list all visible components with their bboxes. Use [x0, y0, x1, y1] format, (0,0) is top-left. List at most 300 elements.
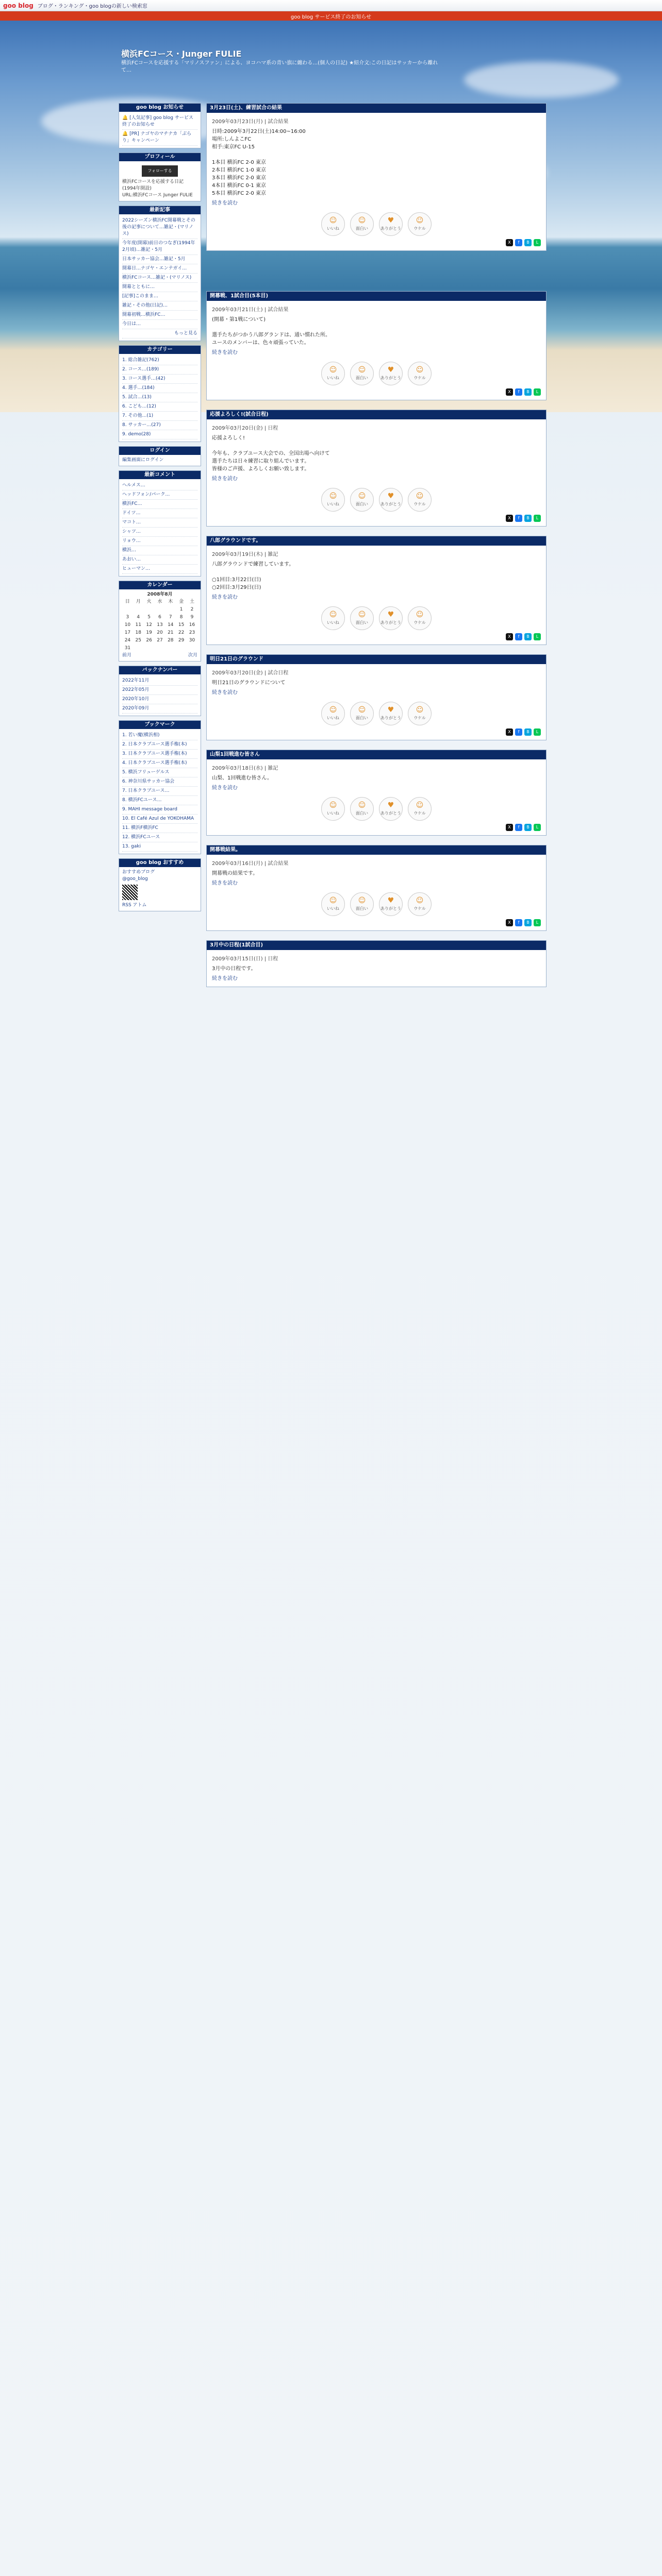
weekday-label: 木	[168, 599, 173, 604]
weekday-label: 水	[157, 599, 162, 604]
reaction-thanks-button[interactable]	[379, 892, 403, 916]
reaction-like-button[interactable]	[321, 702, 345, 725]
entry-title[interactable]: 3月中の日程(1試合目)	[207, 941, 546, 950]
line-icon[interactable]: L	[534, 919, 541, 926]
x-icon[interactable]: X	[506, 388, 513, 396]
recent-item[interactable]: [記事]このまま…	[122, 294, 159, 299]
hatena-icon[interactable]: B	[524, 728, 532, 736]
category-box	[119, 345, 201, 442]
entry-text: 日時:2009年3月22日(土)14:00~16:00 場所:しんよこFC 相手:東京FC U-15 1本目 横浜FC 2-0 東京 2本目 横浜FC 1-0 東京 3本目 横浜FC 2-0 東京 4本目 横浜FC 0-1 東京 5本目 横浜FC 2-0 東京	[212, 129, 306, 196]
bookmark-item[interactable]: 6. 神奈川県サッカー協会	[122, 779, 175, 784]
calendar-day[interactable]: 9	[190, 615, 194, 620]
bookmark-item[interactable]: 2. 日本クラブユース選手権(本)	[122, 742, 187, 747]
read-more-link[interactable]: 続きを読む	[212, 785, 238, 791]
follow-box	[119, 858, 201, 911]
bookmark-item[interactable]: 9. MAHI message board	[122, 807, 177, 812]
entry-date: 2009年03月20日(金) | 試合日程	[212, 670, 289, 676]
grin-icon: ☺	[416, 216, 424, 225]
entry-body	[207, 950, 546, 987]
x-icon[interactable]: X	[506, 919, 513, 926]
reaction-funny-button[interactable]	[350, 362, 374, 385]
calendar-day[interactable]: 12	[146, 622, 152, 628]
calendar-day	[176, 645, 187, 652]
x-icon[interactable]: X	[506, 728, 513, 736]
hatena-icon[interactable]: B	[524, 239, 532, 246]
backnumber-box	[119, 666, 201, 716]
reaction-label: いいね	[327, 906, 339, 911]
laugh-icon: ☺	[358, 365, 366, 374]
calendar-day	[155, 645, 166, 652]
calendar-day[interactable]: 3	[126, 615, 129, 620]
x-icon[interactable]: X	[506, 633, 513, 640]
reaction-like-button[interactable]	[321, 797, 345, 821]
backnumber-item[interactable]: 2020年09月	[122, 706, 150, 711]
bookmark-item[interactable]: 1. 若い魔(横浜相)	[122, 733, 160, 738]
smile-icon: ☺	[329, 492, 337, 500]
entry-body	[207, 301, 546, 400]
smile-icon: ☺	[329, 896, 337, 905]
twitter-handle-link[interactable]: @goo_blog	[122, 876, 148, 882]
category-header: カテゴリー	[119, 346, 201, 354]
comment-item[interactable]: ヒューマン…	[122, 566, 151, 571]
comments-list	[119, 479, 201, 576]
category-item[interactable]: 5. 試合…(13)	[122, 395, 152, 400]
reaction-label: いいね	[327, 620, 339, 625]
calendar-day[interactable]: 13	[157, 622, 163, 628]
read-more-link[interactable]: 続きを読む	[212, 476, 238, 482]
smile-icon: ☺	[329, 216, 337, 225]
reaction-label: ありがとう	[380, 620, 401, 625]
calendar-day	[165, 606, 176, 614]
follow-button[interactable]: フォローする	[142, 165, 178, 177]
calendar-day[interactable]: 4	[137, 615, 140, 620]
top-links[interactable]: ブログ・ランキング・goo blogの新しい検索窓	[37, 4, 147, 9]
calendar-day[interactable]: 28	[168, 638, 174, 643]
read-more-link[interactable]: 続きを読む	[212, 200, 238, 206]
reaction-lol-button[interactable]	[408, 488, 432, 512]
follow-body	[119, 867, 201, 911]
calendar-day[interactable]: 14	[168, 622, 174, 628]
recommend-link[interactable]: おすすめブログ	[122, 870, 155, 875]
recent-list	[119, 214, 201, 341]
reaction-label: 面白い	[356, 810, 368, 816]
line-icon[interactable]: L	[534, 728, 541, 736]
comment-item[interactable]: マコト…	[122, 520, 141, 525]
entry-title[interactable]: 開幕戦、1試合目(5本目)	[207, 292, 546, 301]
entry-text: 3月中の日程です。	[212, 966, 256, 972]
reaction-lol-button[interactable]	[408, 797, 432, 821]
category-item[interactable]: 4. 選手…(184)	[122, 385, 155, 391]
login-body	[119, 455, 201, 466]
comment-item[interactable]: リョウ…	[122, 538, 141, 544]
recent-item[interactable]: 横浜FCコース…雑記・(マリノス)	[122, 275, 192, 280]
entry-body	[207, 664, 546, 740]
weekday-label: 火	[146, 599, 152, 604]
x-icon[interactable]: X	[506, 824, 513, 831]
weekday-label: 日	[125, 599, 130, 604]
heart-icon: ♥	[387, 365, 394, 374]
comment-item[interactable]: 横浜…	[122, 548, 137, 553]
calendar-day[interactable]: 26	[146, 638, 152, 643]
facebook-icon[interactable]: f	[515, 239, 522, 246]
heart-icon: ♥	[387, 610, 394, 619]
read-more-link[interactable]: 続きを読む	[212, 690, 238, 696]
grin-icon: ☺	[416, 705, 424, 714]
recent-item[interactable]: 日本サッカー協会…雑記・5月	[122, 257, 186, 262]
reaction-label: ありがとう	[380, 906, 401, 911]
reaction-lol-button[interactable]	[408, 702, 432, 725]
calendar-day	[133, 606, 144, 614]
service-notice-bar	[0, 11, 662, 21]
reaction-label: ウケル	[413, 810, 426, 816]
category-item[interactable]: 8. サッカー…(27)	[122, 422, 161, 428]
reaction-label: ありがとう	[380, 226, 401, 231]
entry-title[interactable]: 八郎グラウンドです。	[207, 536, 546, 546]
calendar-day[interactable]: 5	[147, 615, 151, 620]
category-item[interactable]: 1. 総合雑記(762)	[122, 358, 159, 363]
entry-body	[207, 113, 546, 250]
calendar-day	[122, 606, 133, 614]
reaction-label: ウケル	[413, 226, 426, 231]
reaction-bar	[212, 892, 541, 916]
entry-text: 開幕戦の結果です。	[212, 871, 258, 876]
calendar-day[interactable]: 15	[178, 622, 185, 628]
reaction-label: ウケル	[413, 375, 426, 380]
entry-date: 2009年03月19日(木) | 雑記	[212, 552, 278, 557]
reaction-lol-button[interactable]	[408, 362, 432, 385]
hatena-icon[interactable]: B	[524, 824, 532, 831]
comments-header: 最新コメント	[119, 471, 201, 479]
share-buttons	[212, 515, 541, 522]
backnumber-header: バックナンバー	[119, 666, 201, 674]
category-item[interactable]: 3. コース選手…(42)	[122, 376, 166, 381]
recent-item[interactable]: 開幕初戦…横浜FC…	[122, 312, 166, 317]
smile-icon: ☺	[329, 801, 337, 809]
reaction-label: 面白い	[356, 226, 368, 231]
blog-description: 横浜FCコースを応援する「マリノスファン」による、ヨコハマ系の青い旗に纏わる…(個人の日記) ★紹介文:この日記はサッカーから離れて…	[121, 60, 438, 73]
facebook-icon[interactable]: f	[515, 633, 522, 640]
calendar-day[interactable]: 23	[189, 630, 195, 635]
comment-item[interactable]: ヘッドフォン/パーク…	[122, 492, 170, 497]
x-icon[interactable]: X	[506, 239, 513, 246]
reaction-label: 面白い	[356, 375, 368, 380]
entry	[206, 845, 547, 931]
reaction-bar	[212, 606, 541, 630]
calendar-month: 2008年8月	[147, 592, 173, 597]
entry-body	[207, 855, 546, 930]
entry-date: 2009年03月21日(土) | 試合結果	[212, 307, 289, 313]
facebook-icon[interactable]: f	[515, 728, 522, 736]
laugh-icon: ☺	[358, 896, 366, 905]
entry	[206, 940, 547, 987]
reaction-label: いいね	[327, 715, 339, 720]
reaction-funny-button[interactable]	[350, 892, 374, 916]
recent-more-link[interactable]: もっと見る	[174, 331, 197, 336]
read-more-link[interactable]: 続きを読む	[212, 880, 238, 886]
laugh-icon: ☺	[358, 492, 366, 500]
calendar-day[interactable]: 20	[157, 630, 163, 635]
reaction-label: ウケル	[413, 715, 426, 720]
calendar-day[interactable]: 8	[179, 615, 183, 620]
reaction-lol-button[interactable]	[408, 606, 432, 630]
laugh-icon: ☺	[358, 705, 366, 714]
main-column	[206, 103, 547, 996]
read-more-link[interactable]: 続きを読む	[212, 350, 238, 355]
sidebar	[119, 103, 201, 916]
service-notice-link[interactable]: goo blog サービス終了のお知らせ	[290, 14, 372, 20]
reaction-label: いいね	[327, 226, 339, 231]
grin-icon: ☺	[416, 492, 424, 500]
goo-logo[interactable]: goo blog	[3, 2, 34, 9]
entry	[206, 291, 547, 400]
entry-text: 応援よろしく! 今年も、クラブユース大会での、全国出場へ向けて 選手たちは日々練習に取り組んでいます。 皆様のご声援、よろしくお願い致します。	[212, 435, 330, 472]
read-more-link[interactable]: 続きを読む	[212, 595, 238, 600]
ad-space	[206, 260, 547, 291]
follow-header: goo blog おすすめ	[119, 859, 201, 867]
entry-date: 2009年03月16日(月) | 試合結果	[212, 861, 289, 867]
calendar-day[interactable]: 18	[135, 630, 141, 635]
entry-title[interactable]: 山梨1回戦進む皆さん	[207, 750, 546, 759]
laugh-icon: ☺	[358, 610, 366, 619]
line-icon[interactable]: L	[534, 824, 541, 831]
read-more-link[interactable]: 続きを読む	[212, 976, 238, 981]
calendar-day	[144, 606, 155, 614]
share-buttons	[212, 239, 541, 246]
category-item[interactable]: 2. コース…(189)	[122, 367, 159, 372]
comment-item[interactable]: ドイツ…	[122, 511, 141, 516]
hatena-icon[interactable]: B	[524, 515, 532, 522]
recent-item[interactable]: 開幕とともに…	[122, 284, 155, 290]
reaction-label: ありがとう	[380, 715, 401, 720]
recent-item[interactable]: 開幕日…ナゴヤ・エンテガイ…	[122, 266, 187, 271]
reaction-funny-button[interactable]	[350, 702, 374, 725]
recent-item[interactable]: 2022シーズン横浜FC開幕戦とその後の記事について…雑記・(マリノス)	[122, 218, 195, 236]
grin-icon: ☺	[416, 801, 424, 809]
laugh-icon: ☺	[358, 216, 366, 225]
line-icon[interactable]: L	[534, 388, 541, 396]
category-item[interactable]: 9. demo(28)	[122, 432, 151, 437]
grin-icon: ☺	[416, 896, 424, 905]
comments-box	[119, 470, 201, 577]
calendar-day[interactable]: 7	[169, 615, 172, 620]
bookmark-item[interactable]: 8. 横浜FCユース…	[122, 798, 162, 803]
profile-header: プロフィール	[119, 153, 201, 161]
entry	[206, 750, 547, 836]
reaction-thanks-button[interactable]	[379, 488, 403, 512]
entry-text: 山梨、1回戦進む皆さん。	[212, 775, 272, 781]
heart-icon: ♥	[387, 705, 394, 714]
calendar-day	[155, 606, 166, 614]
rss-feed-link[interactable]: RSS アトム	[122, 903, 147, 908]
comment-item[interactable]: ヘルメス…	[122, 483, 145, 488]
reaction-label: ありがとう	[380, 375, 401, 380]
entry	[206, 410, 547, 527]
category-list	[119, 354, 201, 442]
bookmark-item[interactable]: 3. 日本クラブユース選手権(本)	[122, 751, 187, 756]
bookmark-item[interactable]: 11. 横浜F横浜FC	[122, 825, 158, 831]
comment-item[interactable]: シャツ…	[122, 529, 141, 534]
reaction-funny-button[interactable]	[350, 488, 374, 512]
share-buttons	[212, 824, 541, 831]
entry-title[interactable]: 開幕戦結果。	[207, 845, 546, 855]
entry-text: 明日21日のグラウンドについて	[212, 680, 286, 686]
bookmark-item[interactable]: 4. 日本クラブユース選手権(本)	[122, 760, 187, 766]
recent-item[interactable]: 今年度(開幕)前日のつなぎ(1994年2月頃)…雑記・5月	[122, 241, 195, 252]
reaction-thanks-button[interactable]	[379, 212, 403, 236]
recent-box	[119, 206, 201, 341]
calendar-day[interactable]: 11	[135, 622, 141, 628]
bookmark-list	[119, 729, 201, 854]
facebook-icon[interactable]: f	[515, 919, 522, 926]
calendar-body	[119, 589, 201, 661]
calendar-day[interactable]: 25	[135, 638, 141, 643]
share-buttons	[212, 919, 541, 926]
entry-title[interactable]: 明日21日のグラウンド	[207, 655, 546, 664]
entry-title[interactable]: 応援よろしく!(試合日程)	[207, 410, 546, 419]
backnumber-item[interactable]: 2022年05月	[122, 687, 150, 692]
info-header: goo blog お知らせ	[119, 104, 201, 112]
reaction-bar	[212, 797, 541, 821]
line-icon[interactable]: L	[534, 515, 541, 522]
comment-item[interactable]: 横浜FC…	[122, 501, 142, 506]
reaction-like-button[interactable]	[321, 488, 345, 512]
calendar-day[interactable]: 16	[189, 622, 195, 628]
share-buttons	[212, 728, 541, 736]
line-icon[interactable]: L	[534, 633, 541, 640]
reaction-lol-button[interactable]	[408, 892, 432, 916]
info-list	[119, 112, 201, 148]
facebook-icon[interactable]: f	[515, 388, 522, 396]
calendar-day[interactable]: 17	[124, 630, 131, 635]
reaction-bar	[212, 362, 541, 385]
calendar-day[interactable]: 1	[179, 607, 183, 612]
reaction-label: 面白い	[356, 715, 368, 720]
calendar-box	[119, 581, 201, 662]
calendar-day	[187, 645, 197, 652]
profile-box	[119, 152, 201, 201]
reaction-lol-button[interactable]	[408, 212, 432, 236]
hatena-icon[interactable]: B	[524, 633, 532, 640]
calendar-day[interactable]: 24	[124, 638, 131, 643]
grin-icon: ☺	[416, 365, 424, 374]
backnumber-item[interactable]: 2020年10月	[122, 697, 150, 702]
reaction-thanks-button[interactable]	[379, 797, 403, 821]
calendar-prev-link[interactable]: 前月	[122, 653, 132, 658]
facebook-icon[interactable]: f	[515, 515, 522, 522]
reaction-thanks-button[interactable]	[379, 606, 403, 630]
info-item[interactable]: 🔔 [PR] ナゴヤのマチナカ「ぶらり」キャンペーン	[122, 131, 192, 143]
reaction-thanks-button[interactable]	[379, 702, 403, 725]
calendar-day[interactable]: 19	[146, 630, 152, 635]
bookmark-item[interactable]: 10. El Café Azul de YOKOHAMA	[122, 816, 194, 821]
hatena-icon[interactable]: B	[524, 388, 532, 396]
calendar-day[interactable]: 10	[124, 622, 131, 628]
recent-item[interactable]: 今日は…	[122, 321, 141, 327]
hatena-icon[interactable]: B	[524, 919, 532, 926]
reaction-like-button[interactable]	[321, 212, 345, 236]
reaction-bar	[212, 488, 541, 512]
heart-icon: ♥	[387, 216, 394, 225]
calendar-day[interactable]: 30	[189, 638, 195, 643]
grin-icon: ☺	[416, 610, 424, 619]
calendar-day[interactable]: 27	[157, 638, 163, 643]
reaction-funny-button[interactable]	[350, 212, 374, 236]
weekday-label: 月	[136, 599, 141, 604]
reaction-label: いいね	[327, 810, 339, 816]
reaction-label: 面白い	[356, 501, 368, 506]
reaction-funny-button[interactable]	[350, 797, 374, 821]
entry-date: 2009年03月20日(金) | 日程	[212, 426, 278, 431]
reaction-label: 面白い	[356, 620, 368, 625]
bookmark-item[interactable]: 12. 横浜FCユース	[122, 835, 160, 840]
profile-text: 横浜FCコースを応援する日記 (1994年開設) URL:横浜FCコース Junger FULIE	[122, 179, 193, 198]
backnumber-list	[119, 674, 201, 716]
share-buttons	[212, 633, 541, 640]
line-icon[interactable]: L	[534, 239, 541, 246]
heart-icon: ♥	[387, 896, 394, 905]
reaction-like-button[interactable]	[321, 362, 345, 385]
reaction-like-button[interactable]	[321, 892, 345, 916]
reaction-label: ウケル	[413, 620, 426, 625]
share-buttons	[212, 388, 541, 396]
entry-title[interactable]: 3月23日(土)、練習試合の結果	[207, 104, 546, 113]
reaction-label: いいね	[327, 375, 339, 380]
entry-body	[207, 419, 546, 526]
reaction-funny-button[interactable]	[350, 606, 374, 630]
reaction-like-button[interactable]	[321, 606, 345, 630]
reaction-bar	[212, 702, 541, 725]
calendar-day[interactable]: 22	[178, 630, 185, 635]
comment-item[interactable]: あおい…	[122, 557, 141, 562]
calendar-header: カレンダー	[119, 581, 201, 589]
calendar-day[interactable]: 2	[190, 607, 194, 612]
calendar-day	[144, 645, 155, 652]
entry-date: 2009年03月18日(水) | 雑記	[212, 766, 278, 771]
backnumber-item[interactable]: 2022年11月	[122, 678, 150, 683]
calendar-day[interactable]: 21	[168, 630, 174, 635]
facebook-icon[interactable]: f	[515, 824, 522, 831]
login-link[interactable]: 編集画面にログイン	[122, 457, 164, 463]
calendar-day[interactable]: 31	[124, 646, 131, 651]
calendar-day[interactable]: 6	[158, 615, 161, 620]
calendar-next-link[interactable]: 次月	[188, 653, 197, 658]
category-item[interactable]: 7. その他…(1)	[122, 413, 154, 418]
bookmark-header: ブックマーク	[119, 721, 201, 729]
laugh-icon: ☺	[358, 801, 366, 809]
calendar-day	[165, 645, 176, 652]
category-item[interactable]: 6. こども…(12)	[122, 404, 156, 409]
reaction-label: ありがとう	[380, 810, 401, 816]
bookmark-item[interactable]: 5. 横浜フリューゲルス	[122, 770, 170, 775]
bookmark-item[interactable]: 13. gaki	[122, 844, 141, 849]
bookmark-item[interactable]: 7. 日本クラブユース…	[122, 788, 170, 793]
entry-body	[207, 759, 546, 835]
heart-icon: ♥	[387, 492, 394, 500]
blog-title[interactable]: 横浜FCコース・Junger FULIE	[121, 49, 242, 59]
qr-code-image	[122, 885, 138, 900]
reaction-label: いいね	[327, 501, 339, 506]
entry-date: 2009年03月15日(日) | 日程	[212, 956, 278, 962]
login-header: ログイン	[119, 447, 201, 455]
reaction-thanks-button[interactable]	[379, 362, 403, 385]
recent-item[interactable]: 雑記・その他(日記)…	[122, 303, 168, 308]
recent-header: 最新記事	[119, 206, 201, 214]
info-item[interactable]: 🔔 [人気記事] goo blog サービス終了のお知らせ	[122, 115, 193, 127]
calendar-day[interactable]: 29	[178, 638, 185, 643]
entry	[206, 654, 547, 740]
x-icon[interactable]: X	[506, 515, 513, 522]
reaction-bar	[212, 212, 541, 236]
